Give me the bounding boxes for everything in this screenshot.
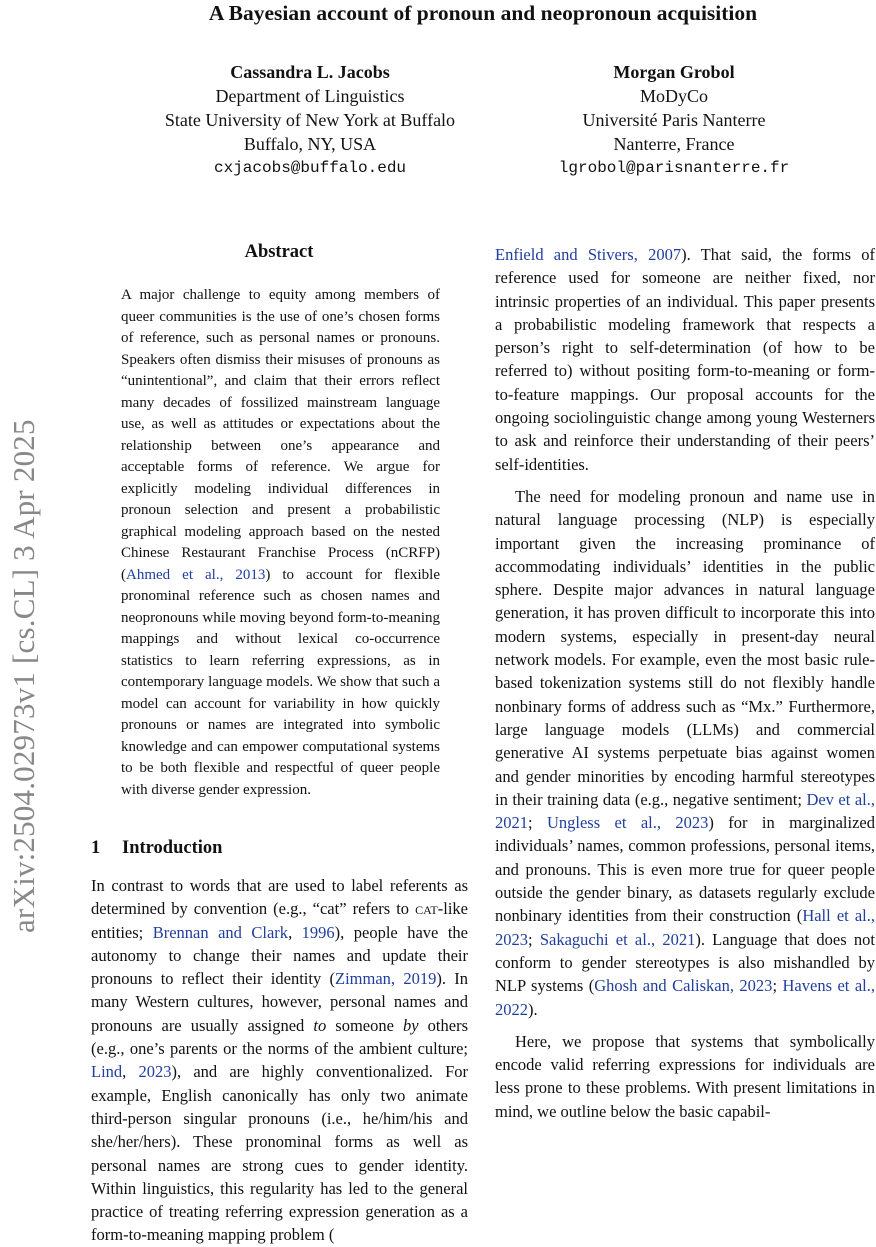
text-run: ; <box>528 813 547 833</box>
author-name: Morgan Grobol <box>613 62 735 82</box>
text-run: others (e.g., one’s parents or the norms of the ambient culture; <box>91 1015 468 1059</box>
section-heading-introduction <box>91 838 222 859</box>
intro-paragraph-1-left <box>91 874 468 1247</box>
author-email[interactable]: lgrobol@parisnanterre.fr <box>558 159 790 177</box>
author-block-1 <box>130 60 490 180</box>
author-affiliation: Nanterre, France <box>613 134 735 154</box>
paragraph <box>495 243 875 476</box>
author-affiliation: State University of New York at Buffalo <box>164 110 456 130</box>
text-run: ; <box>772 976 783 996</box>
abstract-heading: Abstract <box>244 242 314 262</box>
citation-link[interactable]: Hall et al., 2023 <box>495 906 875 949</box>
citation-link[interactable]: Dev et al., 2021 <box>495 789 875 833</box>
section-title: Introduction <box>122 838 223 858</box>
text-run: ), people have the autonomy to change their names and update their pronouns to reflect their identity ( <box>91 922 469 989</box>
text-run: ). That said, the forms of reference used for someone are neither fixed, nor intrinsic properties of an individual. This paper presents a probabilistic modeling framework that respects a person’s right to self-determination (of how to be referred to) without positing form-to-meaning or form-to-feature mappings. Our proposal accounts for the ongoing sociolinguistic change among young Westerners to ask and reinforce their understanding of their peers’ self-identities. <box>495 245 875 474</box>
author-block-2 <box>492 60 856 180</box>
author-affiliation: Department of Linguistics <box>215 86 405 106</box>
paper-title: A Bayesian account of pronoun and neopronoun acquisition <box>208 1 758 25</box>
citation-link[interactable]: Lind <box>91 1062 123 1082</box>
citation-link[interactable]: 2023 <box>138 1062 172 1082</box>
citation-link[interactable]: Enfield and Stivers, 2007 <box>495 245 682 264</box>
citation-link[interactable]: Ghosh and Caliskan, 2023 <box>594 976 773 996</box>
text-run: , <box>288 922 302 942</box>
paragraph <box>495 485 875 1021</box>
text-run: ). Language that does not conform to gender stereotypes is also mishandled by NLP systems ( <box>495 929 875 996</box>
text-run: , <box>122 1062 139 1082</box>
text-run: ) for in marginalized individuals’ names, common professions, personal items, and pronouns. This is even more true for queer people outside the gender binary, as datasets regularly exclude nonbinary identities from their construction ( <box>495 813 875 926</box>
abstract-text <box>121 285 440 801</box>
author-email[interactable]: cxjacobs@buffalo.edu <box>213 159 407 177</box>
citation-link[interactable]: Brennan and Clark <box>152 922 289 942</box>
text-run: ), and are highly conventionalized. For example, English canonically has only two animate third-person singular pronouns (i.e., he/him/his and she/her/hers). These pronominal forms as well as personal names are strong cues to gender identity. Within linguistics, this regularity has led to the general practice of treating referring expression generation as a form-to-meaning mapping problem ( <box>91 1062 468 1245</box>
small-caps-term: cat <box>415 899 438 919</box>
emphasis: to <box>313 1015 327 1035</box>
author-affiliation: Université Paris Nanterre <box>582 110 766 130</box>
abstract-text-part: A major challenge to equity among members of queer communities is the use of one’s chosen forms of reference, such as personal names or pronouns. Speakers often dismiss their misuses of pronouns as “unintentional”, and claim that their errors reflect many decades of fossilized mainstream language use, as well as attitudes or expectations about the relationship between one’s appearance and acceptable forms of reference. We argue for explicitly modeling individual differences in pronoun selection and present a probabilistic graphical modeling approach based on the nested Chinese Restaurant Franchise Process (nCRFP) ( <box>121 287 440 583</box>
citation-link[interactable]: Zimman, 2019 <box>335 969 437 989</box>
citation-link[interactable]: Havens et al., 2022 <box>495 976 875 1019</box>
citation-link[interactable]: Sakaguchi et al., 2021 <box>539 929 696 949</box>
text-run: In contrast to words that are used to label referents as determined by convention (e.g., “cat” refers to <box>91 876 468 919</box>
text-run: The need for modeling pronoun and name use in natural language processing (NLP) is especially important given the increasing prominance of accommodating individuals’ identities in the public sphere. Despite major advances in natural language generation, it has proven difficult to incorporate this into modern systems, especially in present-day neural network models. For example, even the most basic rule-based tokenization systems still do not flexibly handle nonbinary forms of address such as “Mx.” Furthermore, large language models (LLMs) and commercial generative AI systems perpetuate bias against women and gender minorities by encoding harmful stereotypes in their training data (e.g., negative sentiment; <box>495 486 875 809</box>
intro-right-column <box>495 243 875 1123</box>
text-run: ). <box>528 999 538 1019</box>
paragraph <box>91 874 468 1247</box>
citation-link[interactable]: 1996 <box>301 922 335 942</box>
section-number: 1 <box>91 838 101 858</box>
author-name: Cassandra L. Jacobs <box>230 62 390 82</box>
author-affiliation: Buffalo, NY, USA <box>243 134 377 154</box>
emphasis: by <box>403 1015 419 1035</box>
text-run: ). In many Western cultures, however, personal names and pronouns are usually assigned <box>91 969 468 1035</box>
citation-link[interactable]: Ungless et al., 2023 <box>546 813 709 833</box>
author-affiliation: MoDyCo <box>639 86 708 106</box>
paragraph: Here, we propose that systems that symbolically encode valid referring expressions for individuals are less prone to these problems. With present limitations in mind, we outline below the basic capabil- <box>495 1031 875 1121</box>
text-run: someone <box>326 1015 404 1035</box>
abstract-text-part: ) to account for flexible pronominal reference such as chosen names and neopronouns while moving beyond form-to-meaning mappings and without lexical co-occurrence statistics to learn referring expressions, as in contemporary language models. We show that such a model can account for variability in how quickly pronouns or names are integrated into symbolic knowledge and can empower computational systems to be both flexible and respectful of queer people with diverse gender expression. <box>121 566 440 798</box>
citation-link[interactable]: Ahmed et al., 2013 <box>126 566 266 583</box>
text-run: ; <box>528 929 540 949</box>
text-run: -like entities; <box>91 899 468 942</box>
arxiv-stamp: arXiv:2504.02973v1 [cs.CL] 3 Apr 2025 <box>6 419 41 933</box>
